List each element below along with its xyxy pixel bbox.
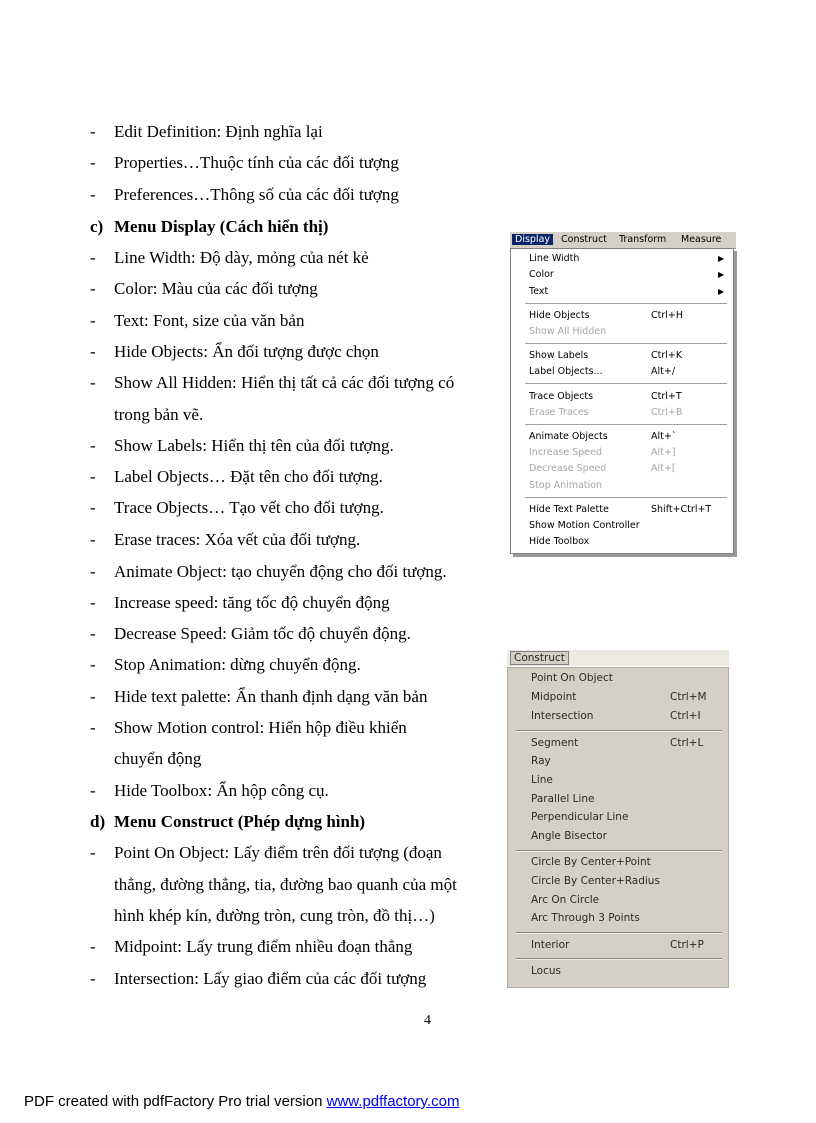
submenu-arrow-icon: ▶: [718, 270, 725, 279]
menu-item-interior[interactable]: Interior: [531, 939, 570, 951]
menu-item-decrease-speed: Decrease Speed: [529, 463, 607, 474]
submenu-arrow-icon: ▶: [718, 287, 725, 296]
menu-item-trace-objects[interactable]: Trace Objects: [529, 391, 594, 402]
menu-item-show-labels[interactable]: Show Labels: [529, 350, 589, 361]
menu-item-erase-traces: Erase Traces: [529, 407, 589, 418]
menu-item-show-all-hidden: Show All Hidden: [529, 326, 607, 337]
footer-text: PDF created with pdfFactory Pro trial version: [24, 1093, 327, 1110]
shortcut-label: Alt+]: [651, 447, 676, 458]
shortcut-label: Ctrl+H: [651, 310, 684, 321]
menubar-construct[interactable]: Construct: [561, 234, 608, 245]
construct-menubar: [507, 650, 729, 666]
menu-item-midpoint[interactable]: Midpoint: [531, 691, 577, 703]
shortcut-label: Ctrl+K: [651, 350, 683, 361]
menu-separator: [516, 850, 722, 852]
menu-separator: [516, 730, 722, 732]
shortcut-label: Shift+Ctrl+T: [651, 504, 712, 515]
menu-item-intersection[interactable]: Intersection: [531, 710, 594, 722]
menu-item-arc-on-circle[interactable]: Arc On Circle: [531, 894, 600, 906]
menu-item-animate-objects[interactable]: Animate Objects: [529, 431, 608, 442]
menubar-transform[interactable]: Transform: [619, 234, 667, 245]
menu-item-hide-toolbox[interactable]: Hide Toolbox: [529, 536, 590, 547]
menu-item-color[interactable]: Color: [529, 269, 554, 280]
menubar-display[interactable]: Display: [512, 234, 553, 245]
shortcut-label: Alt+`: [651, 431, 677, 442]
menu-item-show-motion-controller[interactable]: Show Motion Controller: [529, 520, 640, 531]
menu-item-parallel-line[interactable]: Parallel Line: [531, 793, 595, 805]
menu-item-stop-animation: Stop Animation: [529, 480, 603, 491]
shortcut-label: Ctrl+L: [670, 737, 704, 749]
footer-link[interactable]: www.pdffactory.com: [326, 1093, 460, 1110]
construct-menu-screenshot: [507, 650, 729, 988]
menu-separator: [525, 497, 727, 499]
menu-item-ray[interactable]: Ray: [531, 755, 551, 767]
pdf-footer: [24, 1093, 459, 1110]
menu-item-perpendicular-line[interactable]: Perpendicular Line: [531, 811, 629, 823]
menu-separator: [516, 932, 722, 934]
menu-item-hide-text-palette[interactable]: Hide Text Palette: [529, 504, 609, 515]
menu-item-segment[interactable]: Segment: [531, 737, 579, 749]
display-menu-screenshot: [510, 232, 736, 556]
menu-item-circle-by-center-point[interactable]: Circle By Center+Point: [531, 856, 651, 868]
shortcut-label: Ctrl+B: [651, 407, 683, 418]
page-number: 4: [424, 1013, 431, 1028]
menubar-construct[interactable]: Construct: [510, 651, 569, 665]
construct-menu-panel: [507, 667, 729, 988]
shortcut-label: Ctrl+I: [670, 710, 701, 722]
menu-item-angle-bisector[interactable]: Angle Bisector: [531, 830, 607, 842]
menubar-measure[interactable]: Measure: [681, 234, 722, 245]
shortcut-label: Ctrl+P: [670, 939, 704, 951]
shortcut-label: Alt+/: [651, 366, 676, 377]
menu-item-text[interactable]: Text: [529, 286, 549, 297]
menu-item-line-width[interactable]: Line Width: [529, 253, 580, 264]
shortcut-label: Ctrl+M: [670, 691, 707, 703]
menu-separator: [525, 303, 727, 305]
menu-item-locus[interactable]: Locus: [531, 965, 561, 977]
shortcut-label: Ctrl+T: [651, 391, 682, 402]
menu-item-point-on-object[interactable]: Point On Object: [531, 672, 613, 684]
menu-item-hide-objects[interactable]: Hide Objects: [529, 310, 590, 321]
menu-item-increase-speed: Increase Speed: [529, 447, 603, 458]
submenu-arrow-icon: ▶: [718, 254, 725, 263]
menu-item-label-objects[interactable]: Label Objects...: [529, 366, 603, 377]
display-menubar: [510, 232, 736, 249]
shortcut-label: Alt+[: [651, 463, 676, 474]
menu-item-circle-by-center-radius[interactable]: Circle By Center+Radius: [531, 875, 660, 887]
menu-item-arc-through-3-points[interactable]: Arc Through 3 Points: [531, 912, 640, 924]
menu-item-line[interactable]: Line: [531, 774, 553, 786]
menu-separator: [516, 958, 722, 960]
display-menu-panel: [510, 248, 734, 554]
menu-separator: [525, 383, 727, 385]
menu-separator: [525, 424, 727, 426]
menu-separator: [525, 343, 727, 345]
